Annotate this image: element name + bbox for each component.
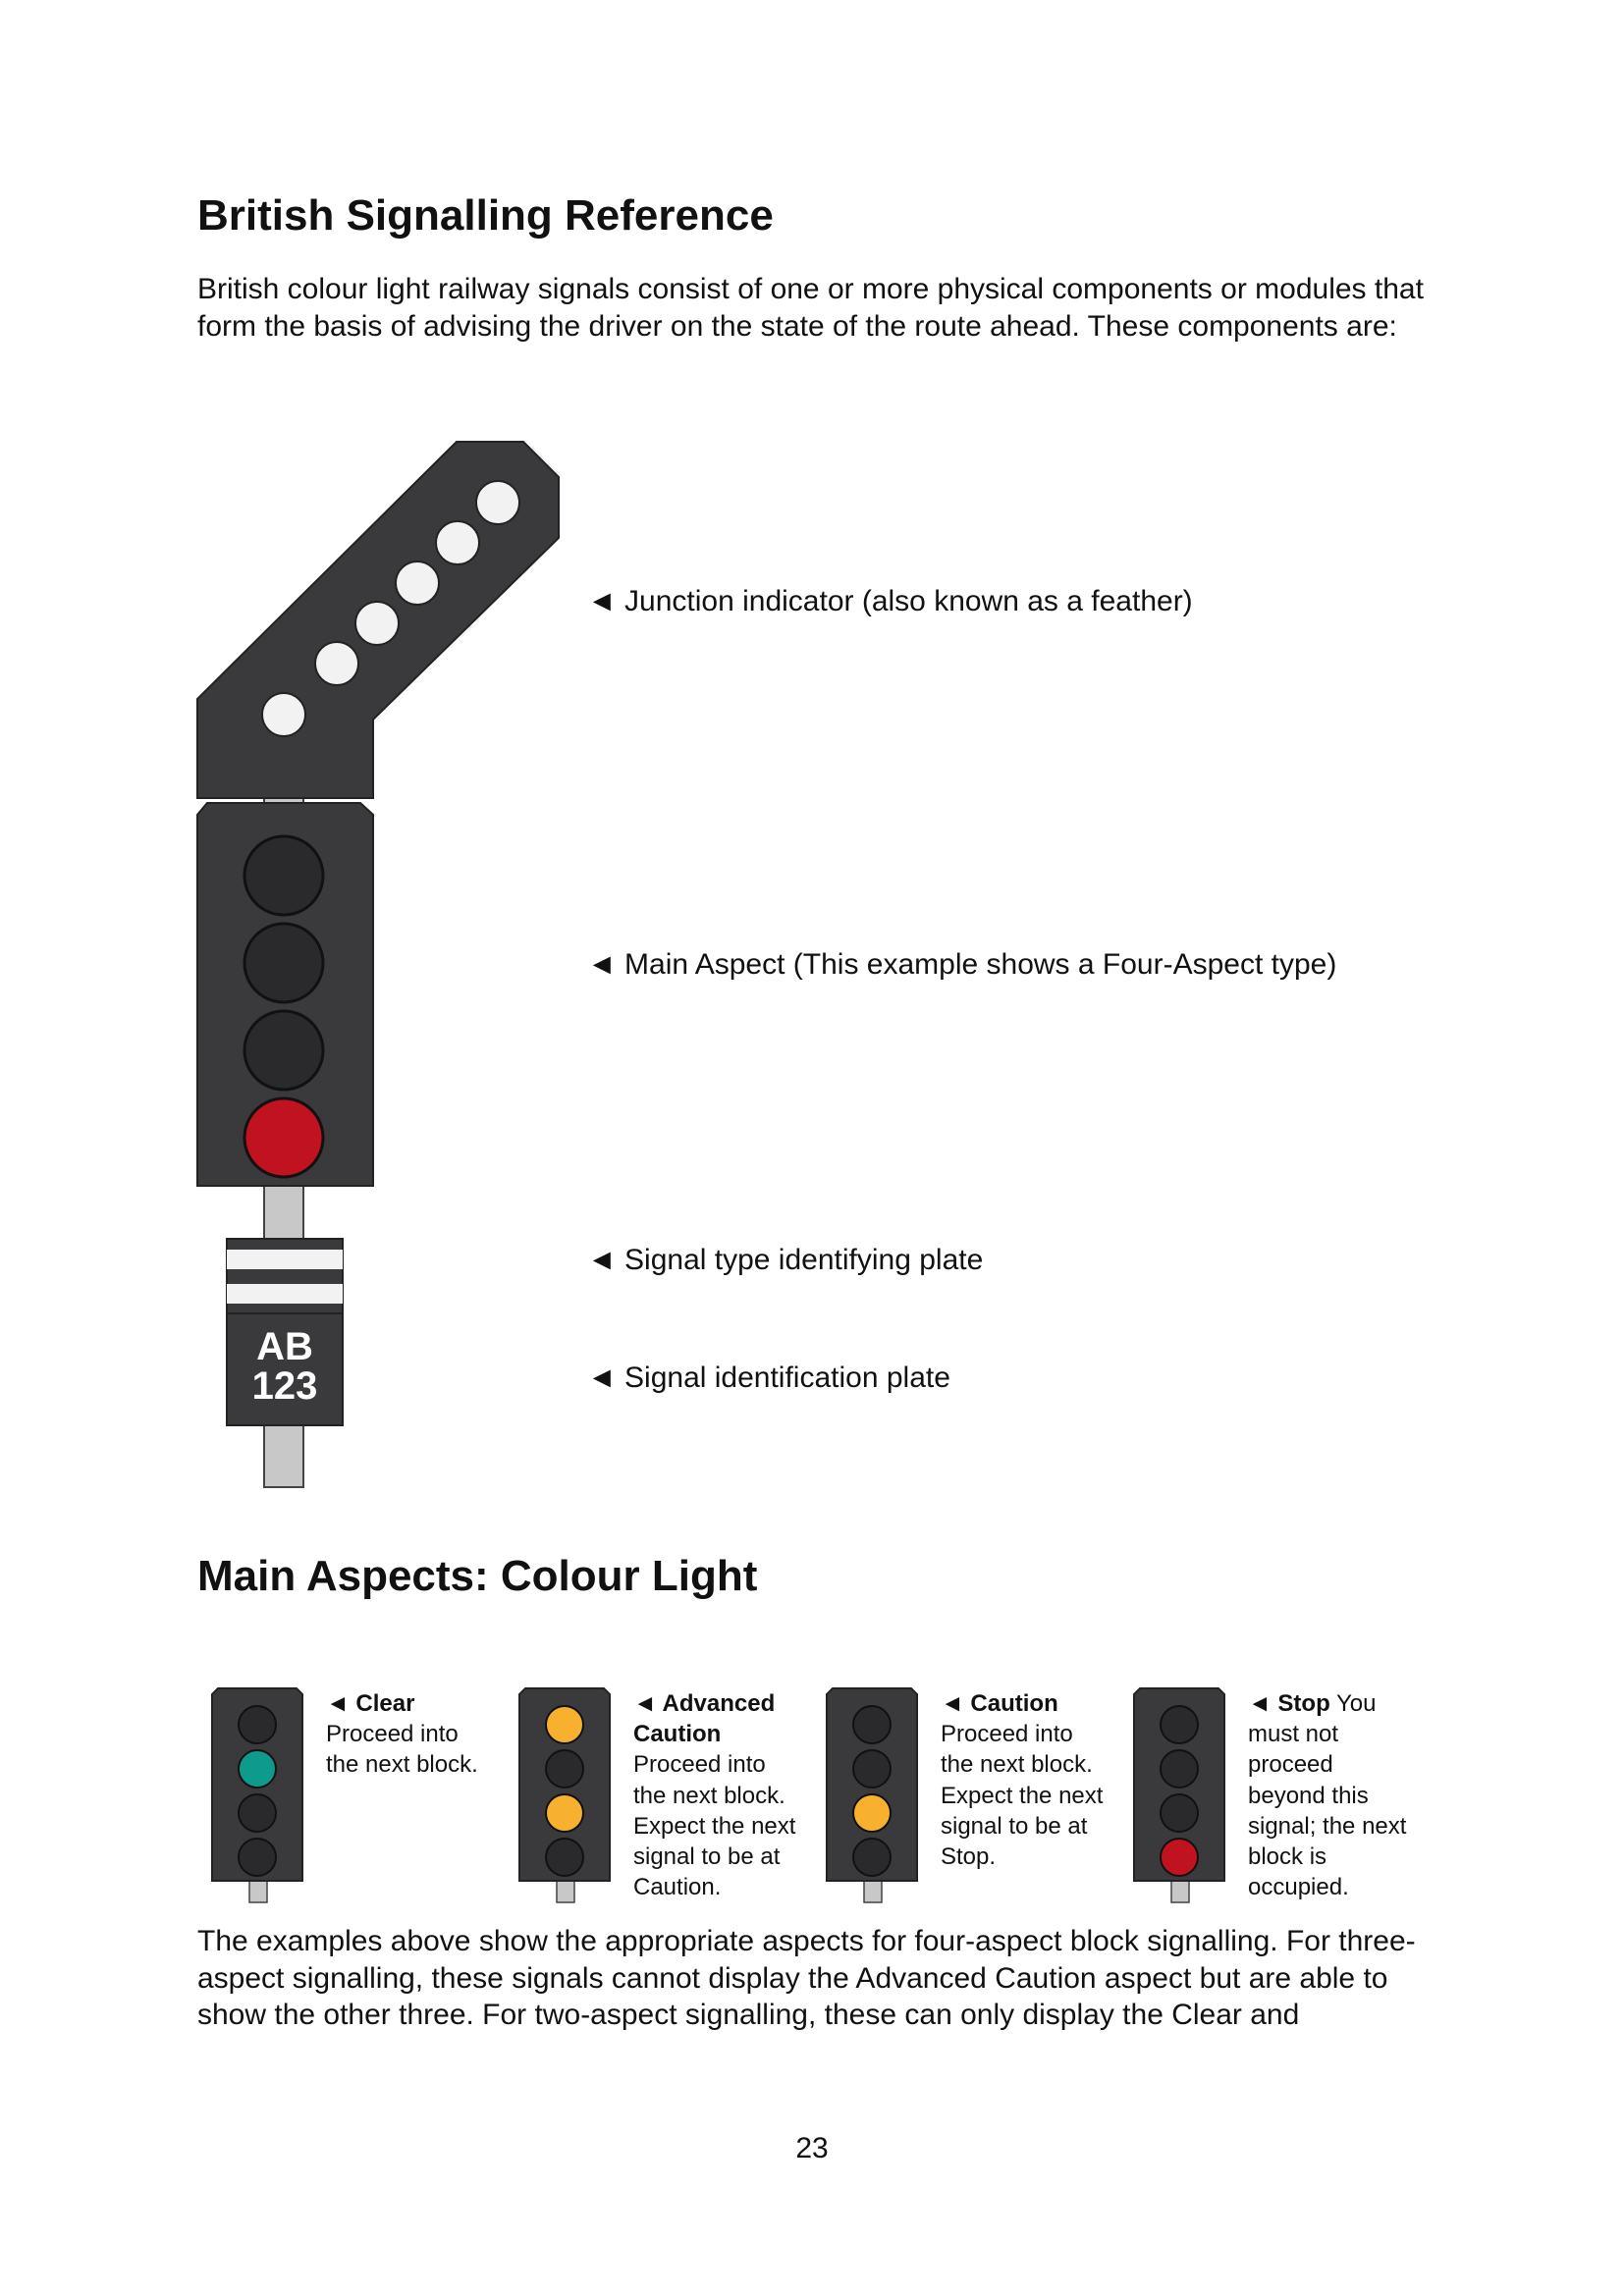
- label-signal-identification-plate: ◄ Signal identification plate: [587, 1362, 950, 1394]
- page-number: 23: [795, 2132, 829, 2164]
- aspect-lamp-off: [853, 1750, 891, 1788]
- aspect-signal-post: [1171, 1879, 1189, 1902]
- aspect-signal-post: [864, 1879, 882, 1902]
- aspect-description: Proceed into the next block. Expect the next signal to be at Caution.: [633, 1751, 796, 1901]
- aspect-name: ◄ Stop: [1248, 1690, 1330, 1717]
- aspect-lamp-off: [1161, 1750, 1198, 1788]
- section-title-signalling-reference: British Signalling Reference: [197, 191, 774, 240]
- aspect-description: You must not proceed beyond this signal; the next block is occupied.: [1248, 1690, 1407, 1901]
- aspect-lamp-off: [239, 1706, 276, 1743]
- aspect-name: ◄ Advanced Caution: [633, 1690, 776, 1748]
- aspect-lamp-off: [853, 1839, 891, 1876]
- aspect-description: Proceed into the next block. Expect the next signal to be at Stop.: [941, 1721, 1104, 1871]
- aspect-signal-post: [557, 1879, 574, 1902]
- id-plate-line1: AB: [256, 1325, 313, 1368]
- section-title-main-aspects: Main Aspects: Colour Light: [197, 1552, 758, 1600]
- main-aspect-lamp-2: [244, 924, 323, 1002]
- aspect-lamp-off: [546, 1750, 583, 1788]
- aspect-lamp-off: [239, 1839, 276, 1876]
- label-main-aspect: ◄ Main Aspect (This example shows a Four-Aspect type): [587, 948, 1337, 981]
- aspect-signal-stop: [1132, 1686, 1226, 1904]
- aspect-text-caution: [941, 1688, 1108, 1872]
- aspect-lamp-yellow: [546, 1706, 583, 1743]
- aspect-description: Proceed into the next block.: [326, 1721, 478, 1779]
- aspect-lamp-off: [853, 1706, 891, 1743]
- aspect-lamp-off: [1161, 1794, 1198, 1832]
- aspect-name: ◄ Clear: [326, 1690, 415, 1717]
- label-junction-indicator: ◄ Junction indicator (also known as a feather): [587, 585, 1193, 617]
- main-aspect-lamp-red: [244, 1098, 323, 1177]
- aspect-name: ◄ Caution: [941, 1690, 1058, 1717]
- outro-paragraph: The examples above show the appropriate aspects for four-aspect block signalling. For three-aspect signalling, these signals cannot display the Advanced Caution aspect but are able to show the other three. For two-aspect signalling, these can only display the Clear and: [197, 1925, 1416, 2031]
- feather-lamp-6: [476, 481, 519, 524]
- id-plate-line2: 123: [251, 1364, 318, 1408]
- aspect-text-stop: [1248, 1688, 1415, 1902]
- feather-lamp-2: [315, 642, 358, 685]
- feather-lamp-3: [355, 602, 399, 645]
- type-plate-stripe-1: [227, 1250, 343, 1269]
- intro-paragraph: British colour light railway signals consist of one or more physical components or modules that form the basis of advising the driver on the state of the route ahead. These components are:: [197, 273, 1424, 343]
- feather-lamp-4: [396, 561, 439, 605]
- aspect-text-clear: [326, 1688, 493, 1781]
- main-aspect-lamp-3: [244, 1011, 323, 1090]
- aspect-lamp-red: [1161, 1839, 1198, 1876]
- aspect-lamp-off: [546, 1839, 583, 1876]
- signal-diagram: [191, 432, 574, 1492]
- aspect-lamp-green: [239, 1750, 276, 1788]
- aspect-signal-caution: [825, 1686, 919, 1904]
- aspect-signal-advanced-caution: [517, 1686, 612, 1904]
- feather-lamp-5: [436, 521, 479, 564]
- main-aspect-lamp-1: [244, 836, 323, 915]
- type-plate-stripe-2: [227, 1284, 343, 1304]
- label-signal-type-plate: ◄ Signal type identifying plate: [587, 1244, 984, 1276]
- aspect-lamp-off: [1161, 1706, 1198, 1743]
- aspect-lamp-yellow: [853, 1794, 891, 1832]
- aspect-signal-post: [249, 1879, 267, 1902]
- aspect-lamp-yellow: [546, 1794, 583, 1832]
- aspect-lamp-off: [239, 1794, 276, 1832]
- feather-lamp-1: [262, 693, 305, 736]
- aspect-text-advanced-caution: [633, 1688, 800, 1902]
- aspect-signal-clear: [210, 1686, 304, 1904]
